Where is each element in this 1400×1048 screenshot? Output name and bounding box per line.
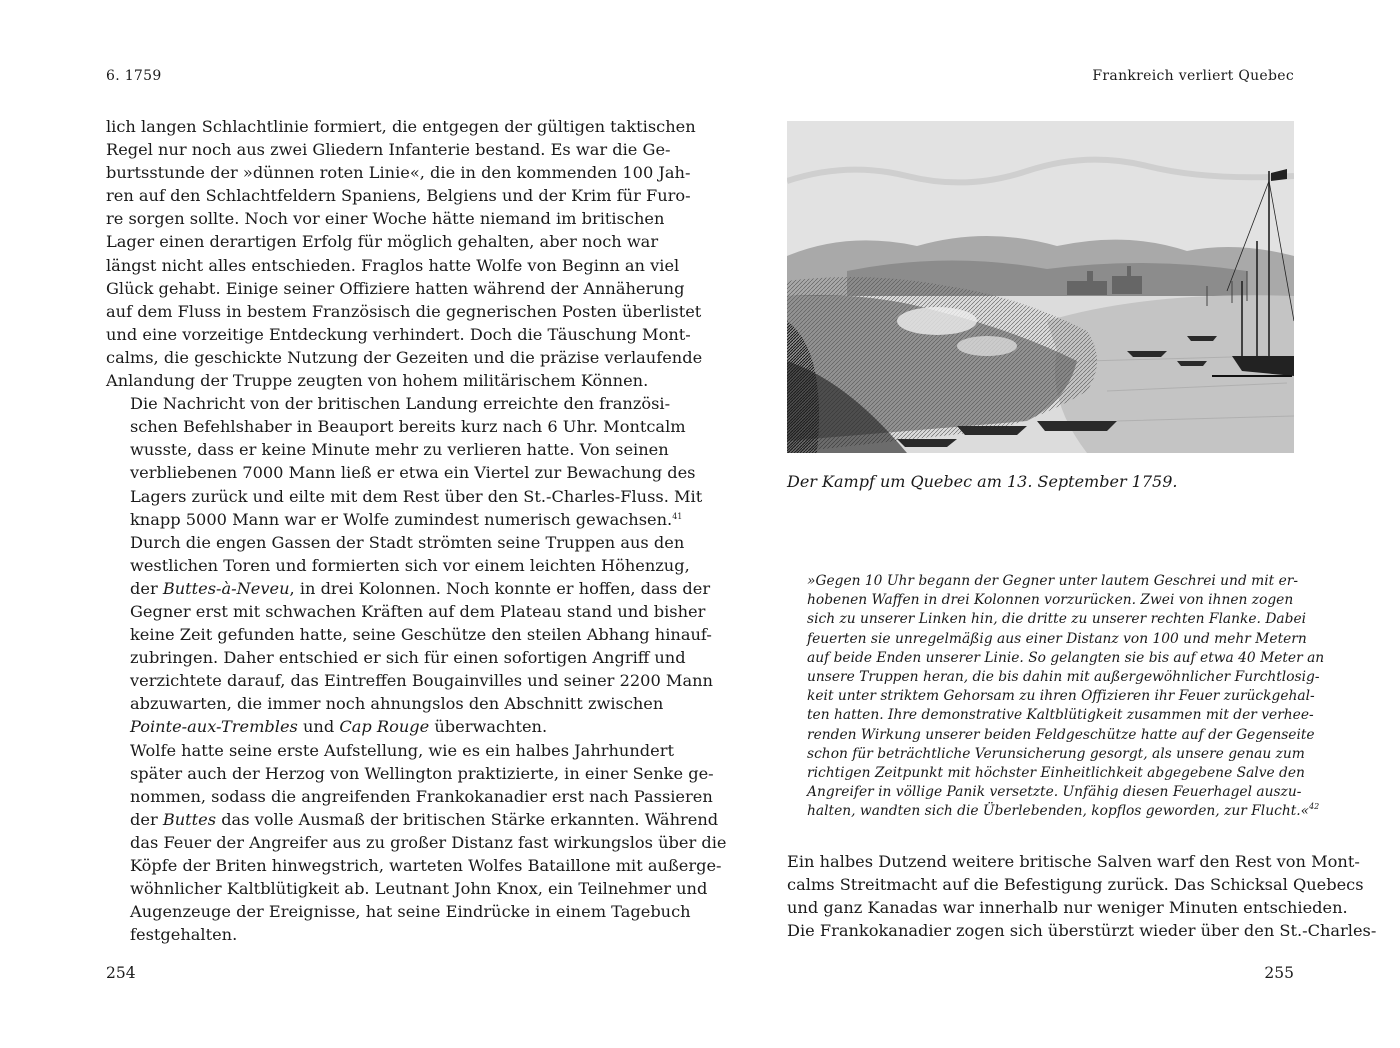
text-line: wusste, dass er keine Minute mehr zu verlieren hatte. Von seinen: [130, 440, 669, 460]
battle-engraving-image: [787, 121, 1294, 453]
right-body-text: [787, 850, 1377, 942]
text-line: abzuwarten, die immer noch ahnungslos den Abschnitt zwischen: [130, 694, 664, 714]
quote-line: hobenen Waffen in drei Kolonnen vorzurücken. Zwei von ihnen zogen: [807, 592, 1294, 609]
page-number-right: 255: [1264, 964, 1294, 982]
text-line: und ganz Kanadas war innerhalb nur weniger Minuten entschieden.: [787, 898, 1348, 918]
quote-line: sich zu unserer Linken hin, die dritte zu unserer rechten Flanke. Dabei: [807, 611, 1307, 628]
quote-line: schon für beträchtliche Verunsicherung gesorgt, als unsere genau zum: [807, 745, 1305, 762]
text-line: burtsstunde der »dünnen roten Linie«, die in den kommenden 100 Jah-: [106, 163, 691, 183]
text-segment: halten, wandten sich die Überlebenden, kopflos geworden, zur Flucht.«: [807, 803, 1310, 820]
quote-line: »Gegen 10 Uhr begann der Gegner unter lautem Geschrei und mit er-: [807, 573, 1299, 589]
text-line: keine Zeit gefunden hatte, seine Geschütze den steilen Abhang hinauf-: [130, 625, 712, 645]
text-line: Die Frankokanadier zogen sich überstürzt wieder über den St.-Charles-: [787, 921, 1377, 941]
engraving-illustration: [787, 121, 1294, 453]
text-line: Glück gehabt. Einige seiner Offiziere hatten während der Annäherung: [106, 278, 685, 298]
quote-line: unsere Truppen heran, die bis dahin mit außergewöhnlicher Furchtlosig-: [807, 669, 1320, 686]
text-line: Ein halbes Dutzend weitere britische Salven warf den Rest von Mont-: [787, 852, 1360, 871]
text-line: schen Befehlshaber in Beauport bereits kurz nach 6 Uhr. Montcalm: [130, 417, 686, 437]
text-line: calms, die geschickte Nutzung der Gezeiten und die präzise verlaufende: [106, 347, 703, 367]
text-segment: überwachten.: [429, 717, 548, 737]
text-line: Regel nur noch aus zwei Gliedern Infanterie bestand. Es war die Ge-: [106, 140, 671, 160]
text-line: calms Streitmacht auf die Befestigung zurück. Das Schicksal Quebecs: [787, 875, 1364, 895]
figure-caption: Der Kampf um Quebec am 13. September 1759.: [787, 472, 1178, 491]
quote-line: [807, 802, 1320, 821]
text-line: auf dem Fluss in bestem Französisch die gegnerischen Posten überlistet: [106, 301, 702, 321]
text-line: Die Nachricht von der britischen Landung erreichte den französi-: [130, 394, 671, 414]
text-line: lich langen Schlachtlinie formiert, die entgegen der gültigen taktischen: [106, 117, 696, 136]
quote-line: keit unter striktem Gehorsam zu ihren Offizieren ihr Feuer zurückgehal-: [807, 688, 1315, 705]
blockquote-knox: [807, 572, 1325, 822]
italic-place-name: Cap Rouge: [339, 717, 430, 737]
paragraph-2: [106, 392, 713, 738]
text-line: längst nicht alles entschieden. Fraglos hatte Wolfe von Beginn an viel: [106, 255, 680, 275]
quote-line: richtigen Zeitpunkt mit höchster Einheitlichkeit abgegebene Salve den: [807, 765, 1305, 782]
italic-place-name: Pointe-aux-Trembles: [130, 717, 298, 737]
quote-line: renden Wirkung unserer beiden Feldgeschütze hatte auf der Gegenseite: [807, 726, 1315, 743]
running-header-left: 6. 1759: [106, 68, 162, 84]
quote-line: feuerten sie unregelmäßig aus einer Distanz von 100 und mehr Metern: [807, 630, 1307, 647]
text-line: re sorgen sollte. Noch vor einer Woche hätte niemand im britischen: [106, 209, 665, 229]
page-number-left: 254: [106, 964, 136, 982]
text-line: nommen, sodass die angreifenden Frankokanadier erst nach Passieren: [130, 786, 713, 806]
text-segment: das volle Ausmaß der britischen Stärke erkannten. Während: [216, 809, 719, 829]
left-body-text: [106, 115, 727, 946]
text-line: wöhnlicher Kaltblütigkeit ab. Leutnant John Knox, ein Teilnehmer und: [130, 879, 708, 899]
text-segment: der: [130, 578, 163, 598]
text-line: Gegner erst mit schwachen Kräften auf dem Plateau stand und bisher: [130, 601, 706, 621]
text-line: Wolfe hatte seine erste Aufstellung, wie es ein halbes Jahrhundert: [130, 740, 674, 760]
text-line: Durch die engen Gassen der Stadt strömten seine Truppen aus den: [130, 532, 685, 552]
text-line: Anlandung der Truppe zeugten von hohem militärischem Können.: [106, 371, 649, 391]
quote-line: auf beide Enden unserer Linie. So gelangten sie bis auf etwa 40 Meter an: [807, 649, 1325, 666]
text-line: Lagers zurück und eilte mit dem Rest über den St.-Charles-Fluss. Mit: [130, 486, 703, 506]
text-line: zubringen. Daher entschied er sich für einen sofortigen Angriff und: [130, 648, 686, 668]
text-line: Lager einen derartigen Erfolg für möglich gehalten, aber noch war: [106, 232, 659, 252]
text-line: später auch der Herzog von Wellington praktizierte, in einer Senke ge-: [130, 763, 714, 783]
text-line: festgehalten.: [130, 925, 238, 945]
text-line: [106, 808, 719, 831]
text-line: Augenzeuge der Ereignisse, hat seine Eindrücke in einem Tagebuch: [130, 902, 691, 922]
text-segment: der: [130, 809, 163, 829]
quote-line: ten hatten. Ihre demonstrative Kaltblütigkeit zusammen mit der verhee-: [807, 707, 1314, 724]
text-line: [106, 577, 711, 600]
text-line: verzichtete darauf, das Eintreffen Bougainvilles und seiner 2200 Mann: [130, 671, 713, 691]
text-line: [106, 715, 613, 738]
text-line: das Feuer der Angreifer aus zu großer Distanz fast wirkungslos über die: [130, 832, 727, 852]
quote-line: Angreifer in völlige Panik versetzte. Unfähig diesen Feuerhagel auszu-: [807, 784, 1302, 801]
text-segment: , in drei Kolonnen. Noch konnte er hoffen, dass der: [289, 578, 711, 598]
right-page: [700, 0, 1400, 1048]
paragraph-3: [106, 739, 727, 947]
text-segment: und: [297, 717, 340, 737]
italic-place-name: Buttes-à-Neveu: [162, 578, 290, 598]
text-line: westlichen Toren und formierten sich vor einem leichten Höhenzug,: [130, 555, 690, 575]
text-segment: knapp 5000 Mann war er Wolfe zumindest numerisch gewachsen.: [130, 509, 673, 529]
running-header-right: Frankreich verliert Quebec: [1092, 68, 1294, 84]
text-line: Köpfe der Briten hinwegstrich, warteten Wolfes Bataillone mit außerge-: [130, 856, 722, 875]
paragraph-1: [106, 115, 703, 392]
text-line: verbliebenen 7000 Mann ließ er etwa ein Viertel zur Bewachung des: [130, 463, 696, 483]
italic-place-name: Buttes: [162, 809, 217, 829]
text-line: und eine vorzeitige Entdeckung verhindert. Doch die Täuschung Mont-: [106, 324, 691, 344]
text-line: [106, 508, 683, 531]
footnote-ref[interactable]: 42: [1309, 802, 1320, 812]
footnote-ref[interactable]: 41: [672, 511, 683, 521]
text-line: ren auf den Schlachtfeldern Spaniens, Belgiens und der Krim für Furo-: [106, 186, 691, 206]
